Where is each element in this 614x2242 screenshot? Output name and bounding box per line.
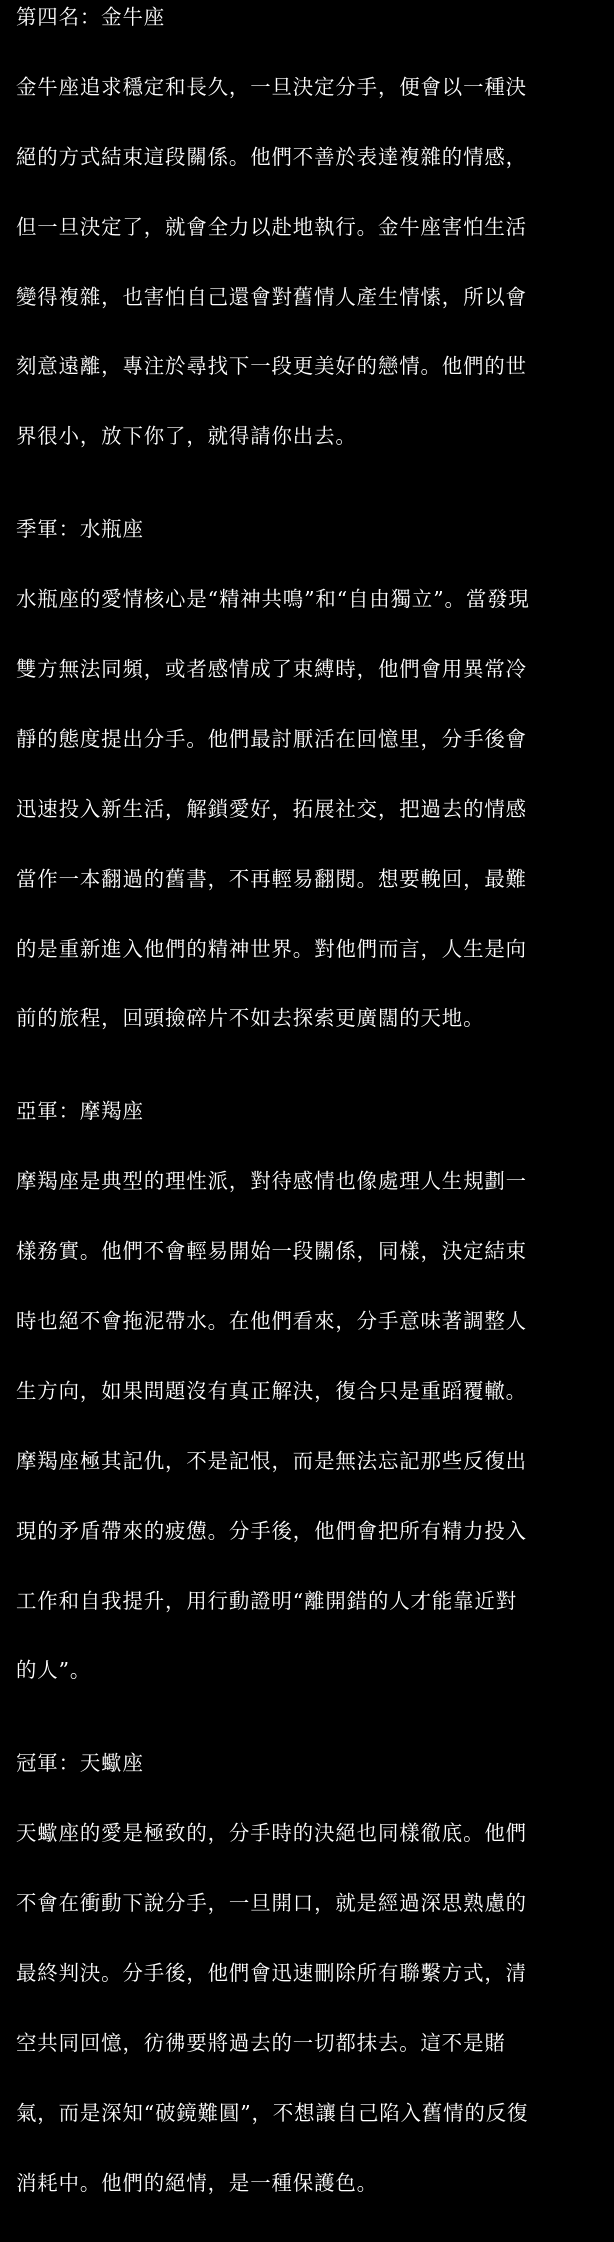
paragraph-line: 摩羯座極其記仇，不是記恨，而是無法忘記那些反復出 — [16, 1448, 527, 1473]
section-paragraph — [16, 1776, 606, 2242]
section-capricorn — [16, 1100, 606, 1729]
paragraph-line: 變得複雜，也害怕自己還會對舊情人產生情愫，所以會 — [16, 284, 527, 309]
paragraph-line: 最終判決。分手後，他們會迅速刪除所有聯繫方式，清 — [16, 1961, 527, 1986]
section-scorpio — [16, 1752, 606, 2241]
paragraph-line: 生方向，如果問題沒有真正解決，復合只是重蹈覆轍。 — [16, 1378, 527, 1403]
paragraph-line: 靜的態度提出分手。他們最討厭活在回憶里，分手後會 — [16, 726, 527, 751]
paragraph-line: 界很小，放下你了，就得請你出去。 — [16, 424, 357, 449]
paragraph-line: 時也絕不會拖泥帶水。在他們看來，分手意味著調整人 — [16, 1309, 527, 1334]
section-heading: 第四名：金牛座 — [16, 5, 166, 29]
paragraph-line: 天蠍座的愛是極致的，分手時的決絕也同樣徹底。他們 — [16, 1821, 527, 1846]
section-heading: 季軍：水瓶座 — [16, 517, 144, 542]
section-aquarius — [16, 518, 606, 1077]
section-paragraph — [16, 29, 606, 495]
paragraph-line: 現的矛盾帶來的疲憊。分手後，他們會把所有精力投入 — [16, 1518, 527, 1543]
section-heading: 冠軍：天蠍座 — [16, 1751, 144, 1776]
section-paragraph — [16, 542, 606, 1078]
paragraph-line: 的人”。 — [16, 1658, 92, 1683]
paragraph-line: 摩羯座是典型的理性派，對待感情也像處理人生規劃一 — [16, 1169, 527, 1194]
paragraph-line: 迅速投入新生活，解鎖愛好，拓展社交，把過去的情感 — [16, 796, 527, 821]
paragraph-line: 的是重新進入他們的精神世界。對他們而言，人生是向 — [16, 936, 527, 961]
paragraph-line: 但一旦決定了，就會全力以赴地執行。金牛座害怕生活 — [16, 214, 527, 239]
paragraph-line: 工作和自我提升，用行動證明“離開錯的人才能靠近對 — [16, 1588, 518, 1613]
paragraph-line: 樣務實。他們不會輕易開始一段關係，同樣，決定結束 — [16, 1239, 527, 1264]
section-taurus — [16, 6, 606, 495]
paragraph-line: 絕的方式結束這段關係。他們不善於表達複雜的情感， — [16, 144, 527, 169]
section-heading: 亞軍：摩羯座 — [16, 1099, 144, 1124]
paragraph-line: 消耗中。他們的絕情，是一種保護色。 — [16, 2170, 378, 2195]
paragraph-line: 當作一本翻過的舊書，不再輕易翻閱。想要輓回，最難 — [16, 866, 527, 891]
paragraph-line: 前的旅程，回頭撿碎片不如去探索更廣闊的天地。 — [16, 1006, 485, 1031]
section-paragraph — [16, 1124, 606, 1730]
article — [16, 6, 606, 2242]
paragraph-line: 空共同回憶，彷彿要將過去的一切都抹去。這不是賭 — [16, 2030, 506, 2055]
paragraph-line: 不會在衝動下說分手，一旦開口，就是經過深思熟慮的 — [16, 1891, 527, 1916]
paragraph-line: 雙方無法同頻，或者感情成了束縛時，他們會用異常冷 — [16, 657, 527, 682]
paragraph-line: 刻意遠離，專注於尋找下一段更美好的戀情。他們的世 — [16, 354, 527, 379]
paragraph-line: 金牛座追求穩定和長久，一旦決定分手，便會以一種決 — [16, 74, 527, 99]
paragraph-line: 氣，而是深知“破鏡難圓”，不想讓自己陷入舊情的反復 — [16, 2100, 529, 2125]
paragraph-line: 水瓶座的愛情核心是“精神共鳴”和“自由獨立”。當發現 — [16, 587, 530, 612]
